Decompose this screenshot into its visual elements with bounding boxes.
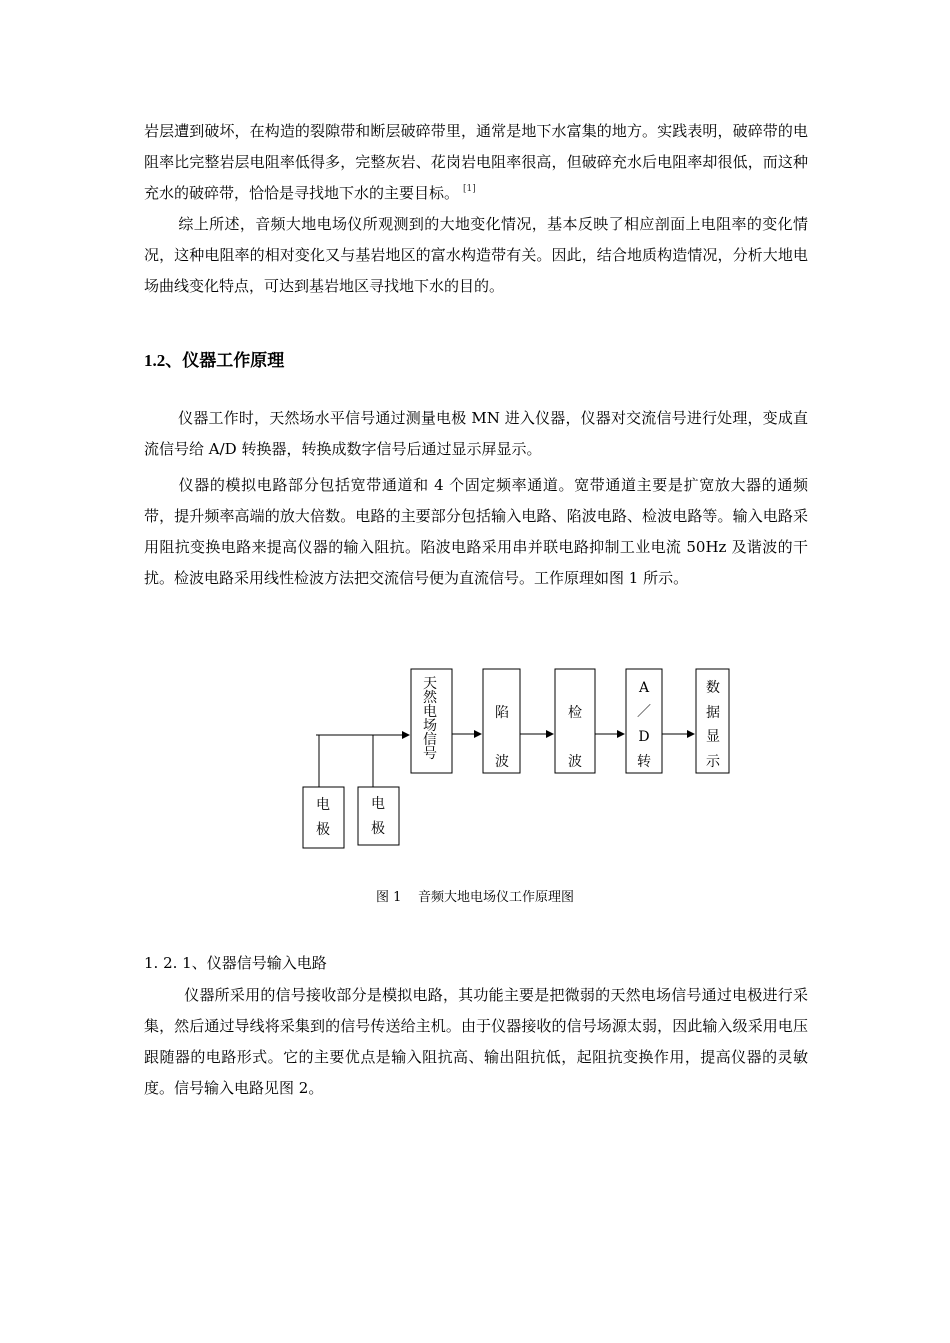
svg-text:天: 天 xyxy=(423,676,437,692)
svg-text:A: A xyxy=(638,680,650,696)
svg-text:显: 显 xyxy=(706,729,720,745)
svg-text:场: 场 xyxy=(423,718,437,734)
label-natural-field-signal xyxy=(423,676,438,762)
svg-text:转: 转 xyxy=(637,754,651,770)
svg-text:极: 极 xyxy=(316,822,330,838)
section-title: 、仪器工作原理 xyxy=(165,351,285,371)
paragraph-text: 岩层遭到破坏，在构造的裂隙带和断层破碎带里，通常是地下水富集的地方。实践表明，破碎带的电阻率比完整岩层电阻率低得多，完整灰岩、花岗岩电阻率很高，但破碎充水后电阻率却很低，而这种充水的破碎带，恰恰是寻找地下水的主要目标。 xyxy=(144,122,808,202)
label-data-display xyxy=(706,679,721,770)
paragraph-analog-circuit xyxy=(144,470,808,594)
paragraph-summary xyxy=(144,209,808,302)
label-detector xyxy=(568,704,582,770)
paragraph-text: 仪器所采用的信号接收部分是模拟电路，其功能主要是把微弱的天然电场信号通过电极进行采集，然后通过导线将采集到的信号传送给主机。由于仪器接收的信号场源太弱，因此输入级采用电压跟随器的电路形式。它的主要优点是输入阻抗高、输出阻抗低，起阻抗变换作用，提高仪器的灵敏度。信号输入电路见图 2。 xyxy=(144,986,808,1097)
svg-text:数: 数 xyxy=(706,680,720,696)
label-notch-filter xyxy=(495,705,509,770)
label-ad-converter xyxy=(637,680,651,770)
svg-text:陷: 陷 xyxy=(495,705,509,721)
box-natural-field-signal xyxy=(411,669,452,773)
section-number: 1.2 xyxy=(144,351,166,370)
paragraph-text: 仪器的模拟电路部分包括宽带通道和 4 个固定频率通道。宽带通道主要是扩宽放大器的通频带，提升频率高端的放大倍数。电路的主要部分包括输入电路、陷波电路、检波电路等。输入电路采用阻抗变换电路来提高仪器的输入阻抗。陷波电路采用串并联电路抑制工业电流 50Hz 及谐波的干扰。检波电路采用线性检波方法把交流信号便为直流信号。工作原理如图 1 所示。 xyxy=(144,476,808,587)
svg-text:电: 电 xyxy=(316,797,330,813)
box-data-display xyxy=(696,669,729,773)
paragraph-text: 仪器工作时，天然场水平信号通过测量电极 MN 进入仪器，仪器对交流信号进行处理，变成直流信号给 A/D 转换器，转换成数字信号后通过显示屏显示。 xyxy=(144,409,808,458)
svg-text:电: 电 xyxy=(371,796,385,812)
label-electrode-1 xyxy=(316,796,330,838)
svg-text:然: 然 xyxy=(423,690,437,706)
paragraph-working-principle xyxy=(144,403,808,465)
svg-text:信: 信 xyxy=(423,732,437,748)
svg-text:号: 号 xyxy=(423,746,437,762)
label-electrode-2 xyxy=(371,795,385,837)
svg-text:D: D xyxy=(638,729,650,745)
figure-caption: 图 1 音频大地电场仪工作原理图 xyxy=(376,890,574,905)
paragraph-signal-input xyxy=(144,980,808,1104)
svg-text:极: 极 xyxy=(371,821,385,837)
svg-text:示: 示 xyxy=(706,754,720,770)
svg-text:波: 波 xyxy=(495,754,509,770)
svg-text:电: 电 xyxy=(423,704,437,720)
paragraph-fracture-zones xyxy=(144,116,808,209)
box-electrode-1 xyxy=(303,787,344,848)
svg-text:检: 检 xyxy=(568,705,582,721)
svg-text:波: 波 xyxy=(568,754,582,770)
box-ad-converter xyxy=(626,669,662,773)
box-electrode-2 xyxy=(358,787,399,845)
section-heading-1-2 xyxy=(144,346,284,371)
box-notch-filter xyxy=(483,669,520,773)
paragraph-text: 综上所述，音频大地电场仪所观测到的大地变化情况，基本反映了相应剖面上电阻率的变化情况，这种电阻率的相对变化又与基岩地区的富水构造带有关。因此，结合地质构造情况，分析大地电场曲线变化特点，可达到基岩地区寻找地下水的目的。 xyxy=(144,215,808,295)
reference-marker[interactable]: [1] xyxy=(463,184,476,194)
box-detector xyxy=(555,669,595,773)
svg-text:／: ／ xyxy=(637,704,651,720)
svg-text:据: 据 xyxy=(706,705,720,721)
subsection-heading-1-2-1: 1. 2. 1、仪器信号输入电路 xyxy=(144,954,327,972)
